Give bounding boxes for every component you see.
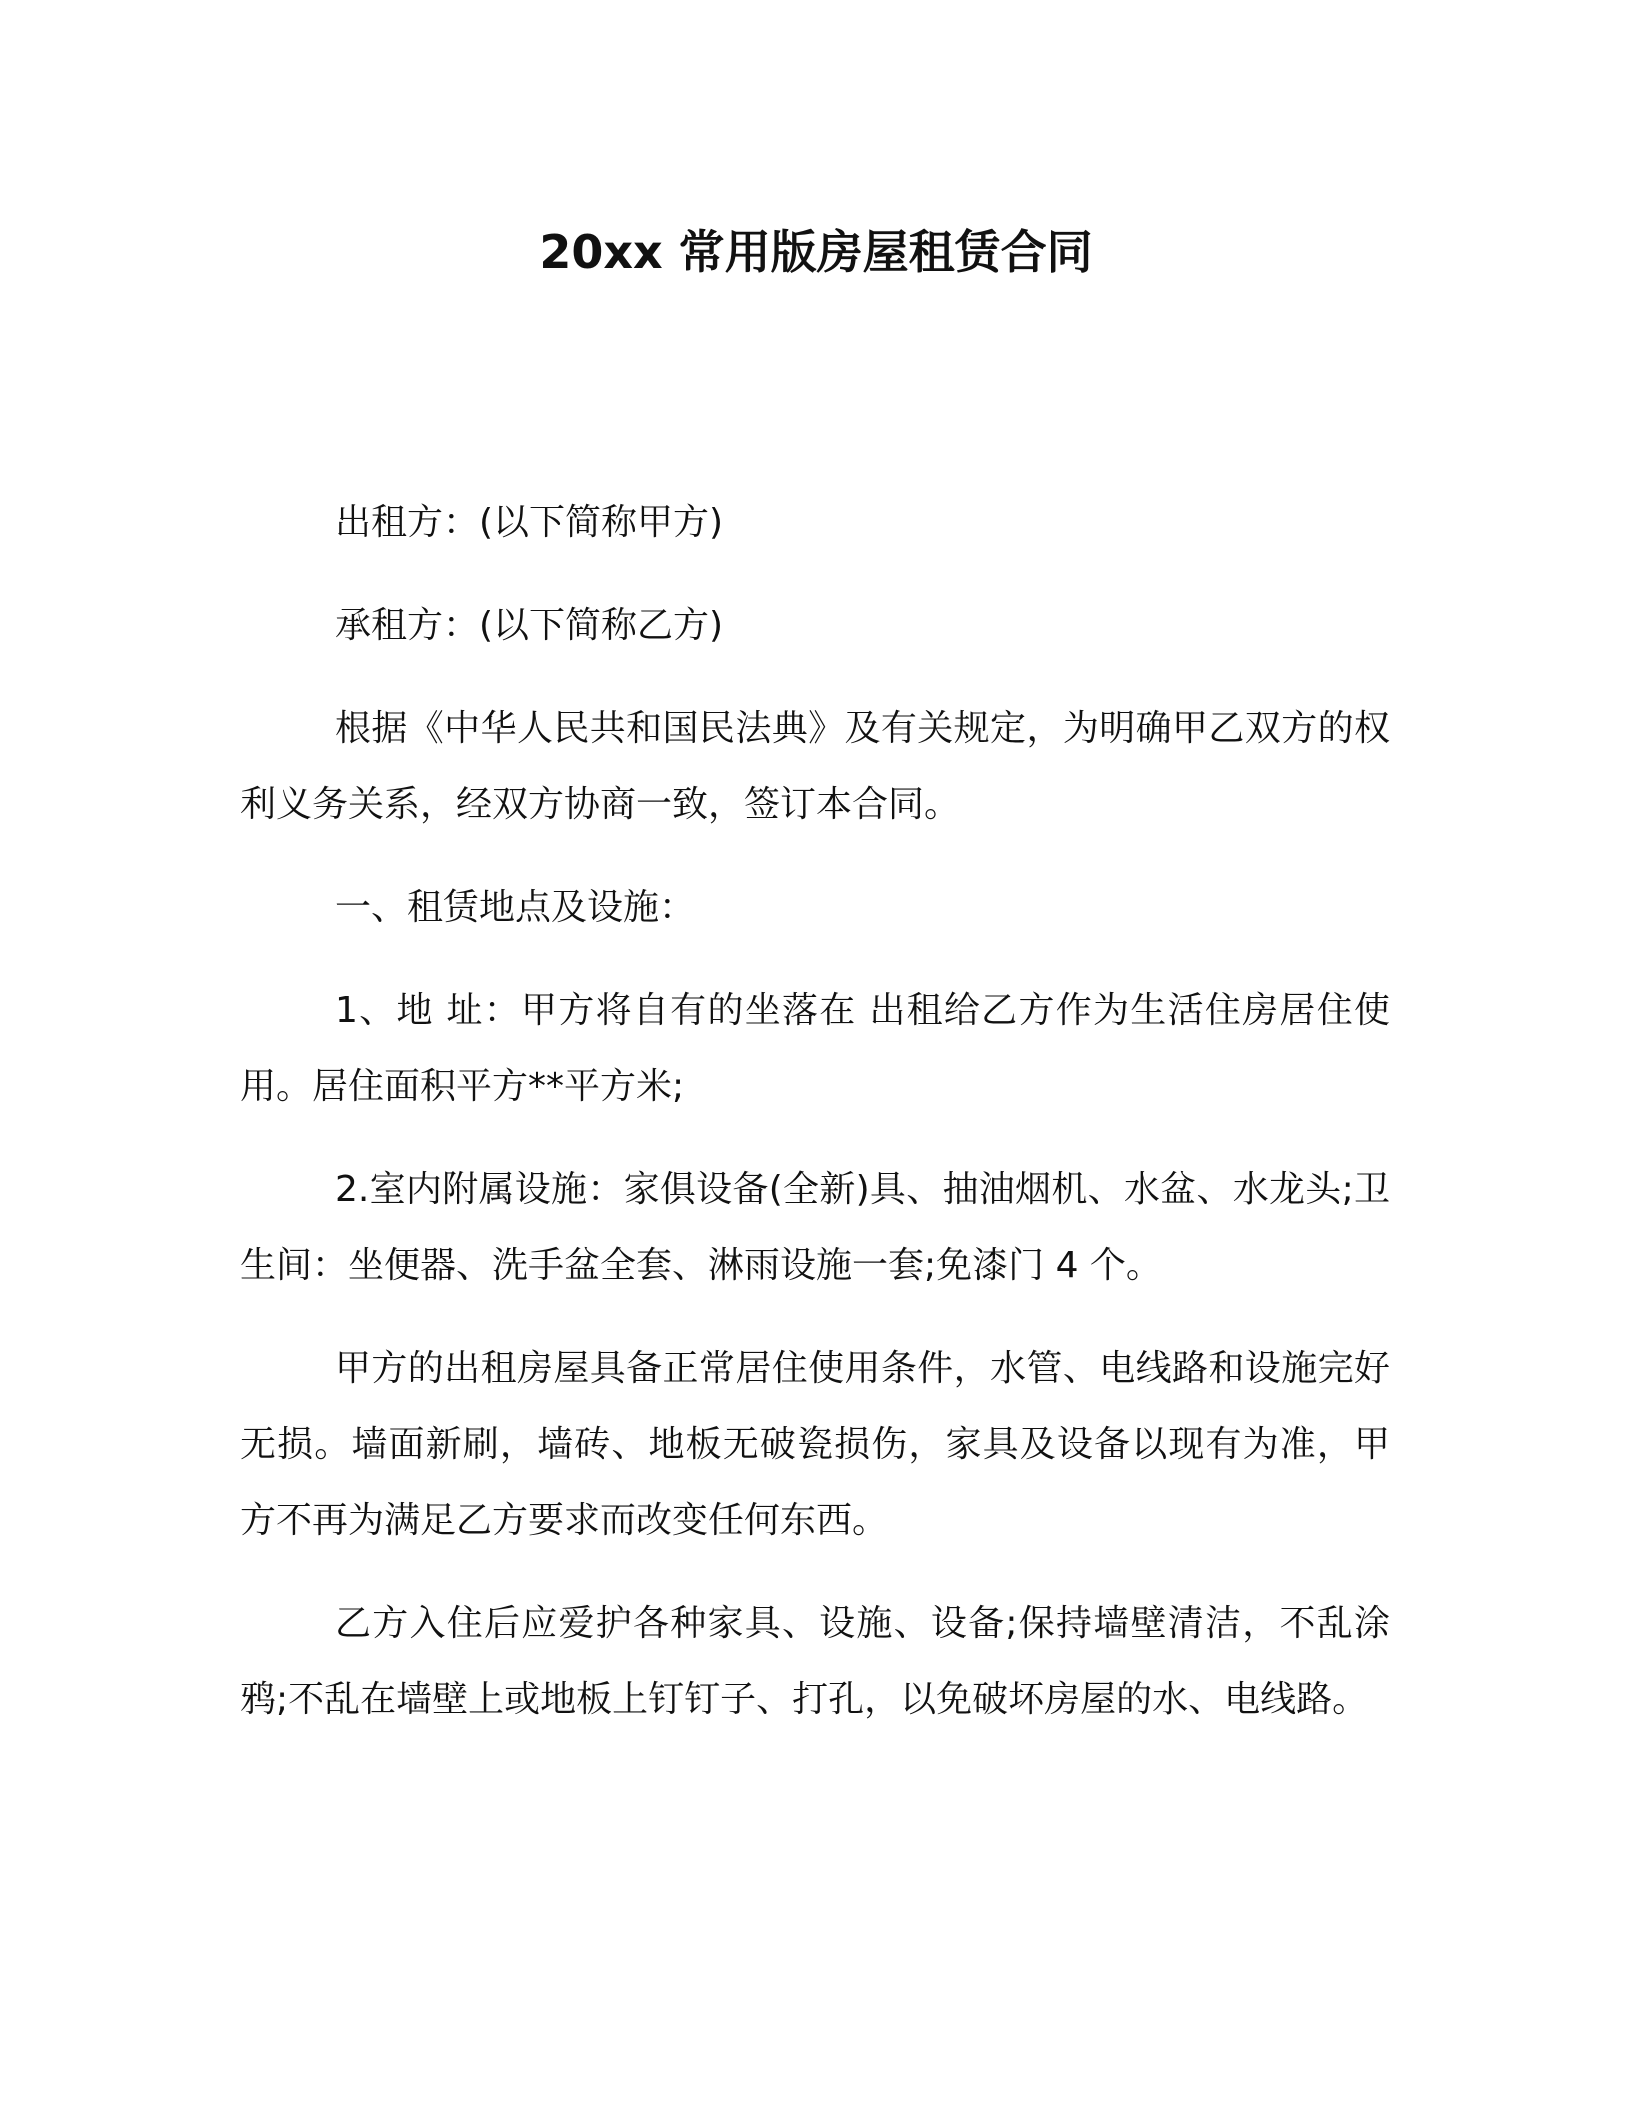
section-heading-location: 一、租赁地点及设施： bbox=[335, 887, 696, 928]
paragraph-condition: 甲方的出租房屋具备正常居住使用条件，水管、电线路和设施完好无损。墙面新刷，墙砖、地板无破瓷损伤，家具及设备以现有为准，甲方不再为满足乙方要求而改变任何东西。 bbox=[240, 1348, 1390, 1541]
paragraph-lessee: 承租方：(以下简称乙方) bbox=[335, 605, 724, 646]
paragraph-care: 乙方入住后应爱护各种家具、设施、设备;保持墙壁清洁，不乱涂鸦;不乱在墙壁上或地板上钉钉子、打孔，以免破坏房屋的水、电线路。 bbox=[240, 1603, 1390, 1720]
paragraph-basis: 根据《中华人民共和国民法典》及有关规定，为明确甲乙双方的权利义务关系，经双方协商一致，签订本合同。 bbox=[240, 708, 1390, 825]
document-title: 20xx 常用版房屋租赁合同 bbox=[539, 225, 1093, 279]
paragraph-facilities: 2.室内附属设施：家俱设备(全新)具、抽油烟机、水盆、水龙头;卫生间：坐便器、洗手盆全套、淋雨设施一套;免漆门 4 个。 bbox=[240, 1169, 1390, 1286]
paragraph-address: 1、地 址：甲方将自有的坐落在 出租给乙方作为生活住房居住使用。居住面积平方**平方米; bbox=[240, 990, 1390, 1107]
paragraph-lessor: 出租方：(以下简称甲方) bbox=[335, 502, 724, 543]
document-body bbox=[240, 485, 1390, 1765]
